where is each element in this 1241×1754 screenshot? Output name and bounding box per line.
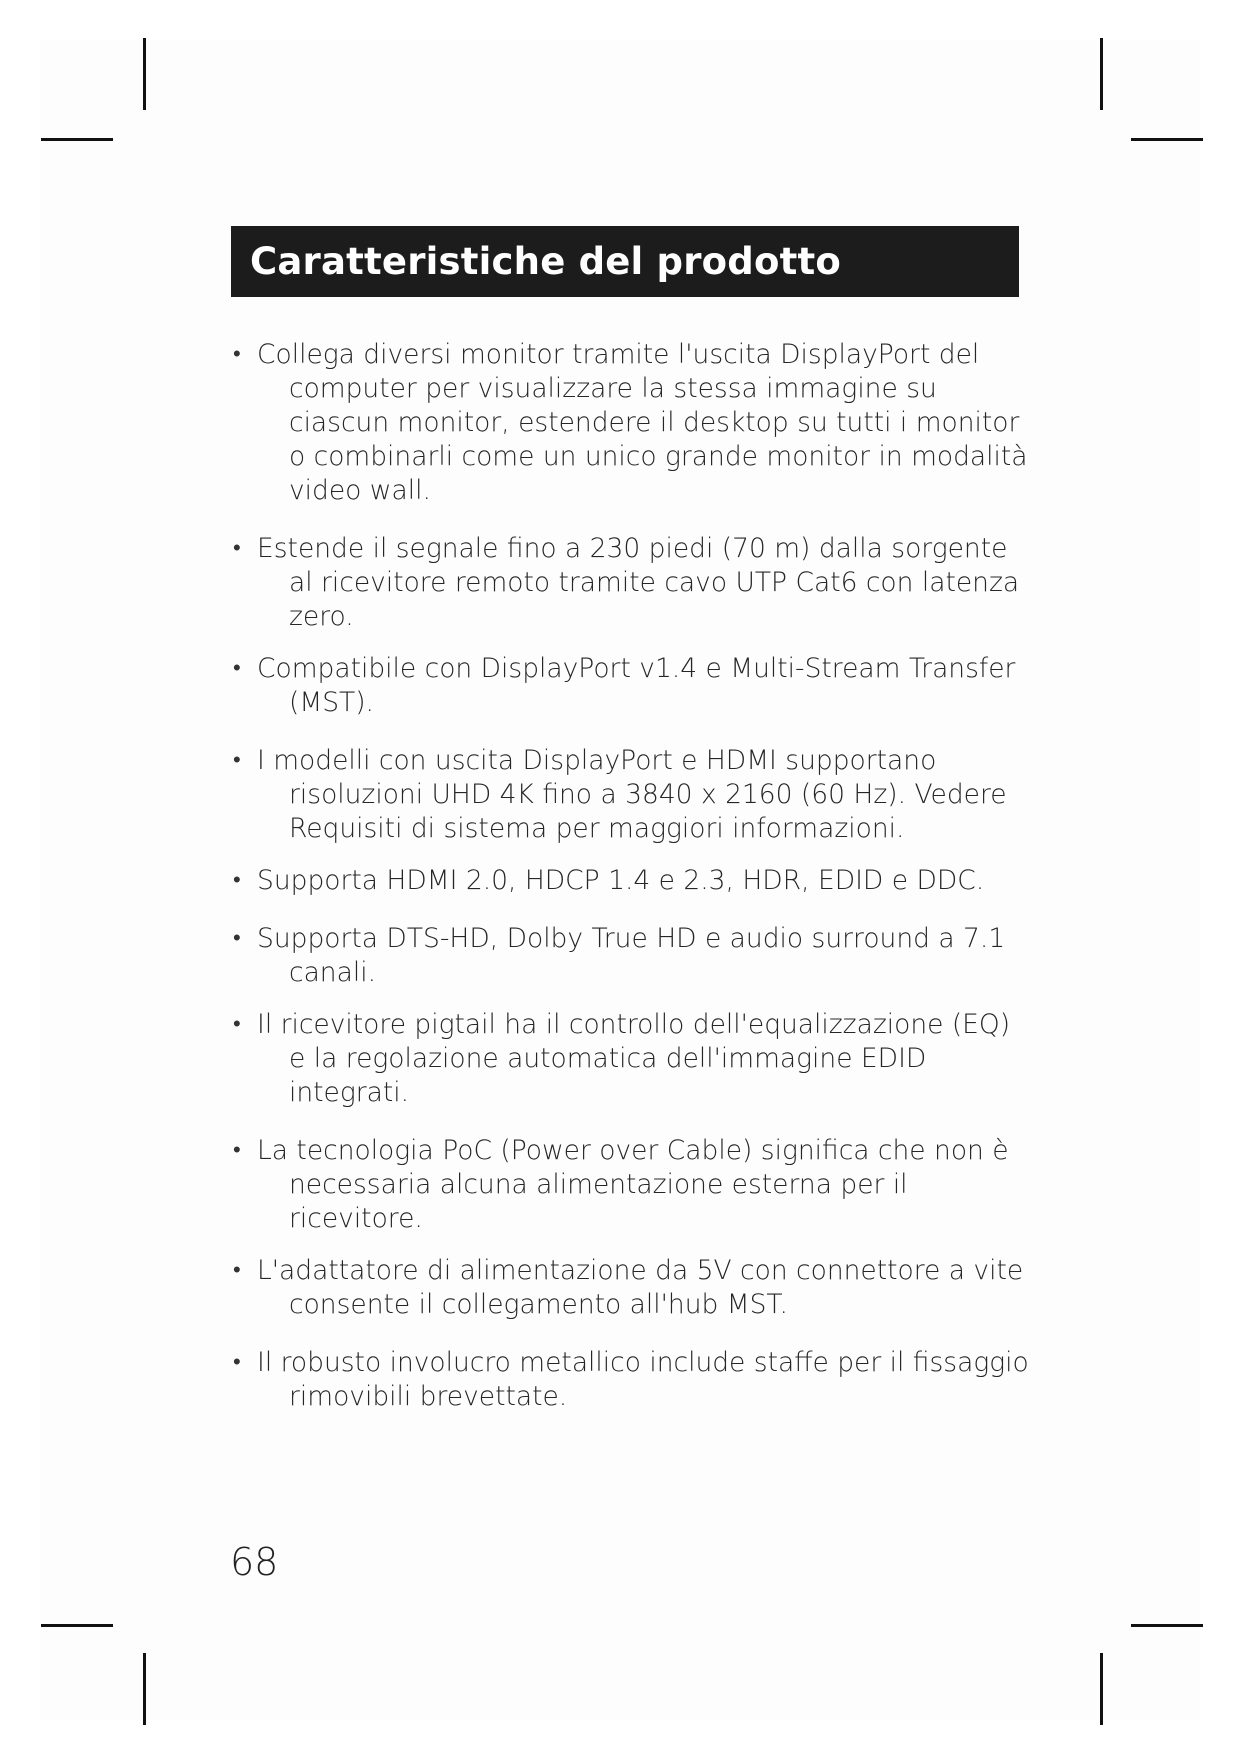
feature-item (229, 338, 1029, 508)
feature-item (229, 652, 1029, 720)
section-title-bar (231, 226, 1019, 297)
feature-text: Il robusto involucro metallico include staffe per il fissaggio rimovibili brevettate. (257, 1347, 1029, 1412)
bullet-icon: • (233, 342, 241, 367)
bullet-icon: • (233, 1258, 241, 1283)
bullet-icon: • (233, 748, 241, 773)
feature-text: Estende il segnale fino a 230 piedi (70 m) dalla sorgente al ricevitore remoto tramite cavo UTP Cat6 con latenza zero. (257, 533, 1020, 632)
bullet-icon: • (233, 656, 241, 681)
bullet-icon: • (233, 926, 241, 951)
feature-text: Collega diversi monitor tramite l'uscita DisplayPort del computer per visualizzare la stessa immagine su ciascun monitor, estendere il desktop su tutti i monitor o combinarli come un unico grande monitor in modalità video wall. (257, 339, 1028, 506)
crop-mark-bottom-left-vertical (143, 1653, 146, 1725)
feature-item (229, 1008, 1029, 1110)
feature-item (229, 922, 1029, 990)
feature-text: I modelli con uscita DisplayPort e HDMI supportano risoluzioni UHD 4K fino a 3840 x 2160 (60 Hz). Vedere Requisiti di sistema per maggiori informazioni. (257, 745, 1007, 844)
crop-mark-bottom-right-horizontal (1131, 1624, 1203, 1627)
bullet-icon: • (233, 868, 241, 893)
feature-list (229, 338, 1029, 1414)
feature-item (229, 1346, 1029, 1414)
feature-item (229, 532, 1029, 634)
bullet-icon: • (233, 536, 241, 561)
feature-text: Supporta HDMI 2.0, HDCP 1.4 e 2.3, HDR, EDID e DDC. (257, 865, 985, 896)
bullet-icon: • (233, 1138, 241, 1163)
feature-item (229, 744, 1029, 846)
feature-item (229, 1134, 1029, 1236)
bullet-icon: • (233, 1012, 241, 1037)
crop-mark-top-left-horizontal (41, 138, 113, 141)
feature-text: Compatibile con DisplayPort v1.4 e Multi-Stream Transfer (MST). (257, 653, 1016, 718)
crop-mark-top-right-vertical (1100, 38, 1103, 110)
feature-text: La tecnologia PoC (Power over Cable) significa che non è necessaria alcuna alimentazione esterna per il ricevitore. (257, 1135, 1009, 1234)
feature-item (229, 1254, 1029, 1322)
section-title: Caratteristiche del prodotto (250, 240, 841, 283)
bullet-icon: • (233, 1350, 241, 1375)
crop-mark-bottom-left-horizontal (41, 1624, 113, 1627)
feature-text: L'adattatore di alimentazione da 5V con connettore a vite consente il collegamento all'hub MST. (257, 1255, 1024, 1320)
page-number: 68 (230, 1540, 279, 1584)
feature-text: Il ricevitore pigtail ha il controllo dell'equalizzazione (EQ) e la regolazione automatica dell'immagine EDID integrati. (257, 1009, 1011, 1108)
feature-text: Supporta DTS-HD, Dolby True HD e audio surround a 7.1 canali. (257, 923, 1006, 988)
crop-mark-top-left-vertical (143, 38, 146, 110)
crop-mark-top-right-horizontal (1131, 138, 1203, 141)
feature-item (229, 864, 1029, 898)
crop-mark-bottom-right-vertical (1100, 1653, 1103, 1725)
